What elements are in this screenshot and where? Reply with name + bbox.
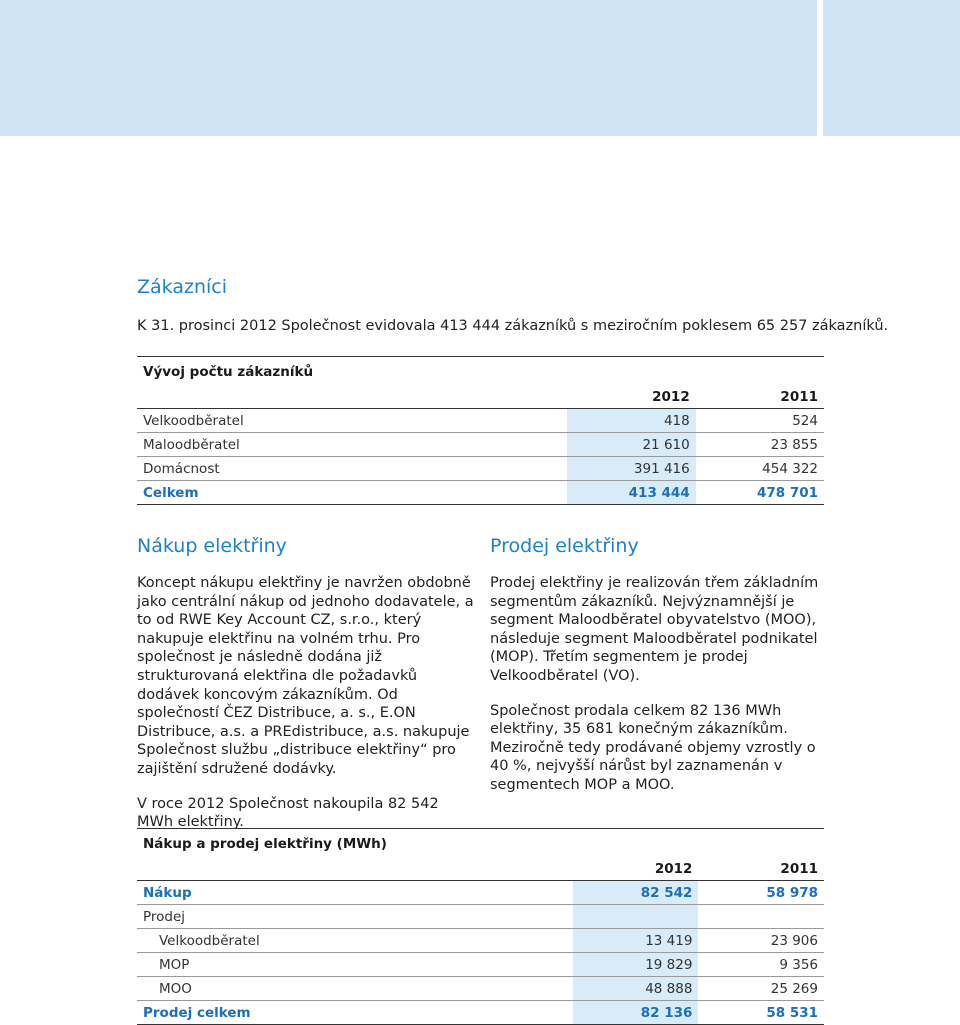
trade-table-caption: Nákup a prodej elektřiny (MWh) [143, 836, 387, 852]
value-2012: 21 610 [567, 433, 695, 457]
customers-table [137, 356, 824, 505]
value-2011: 9 356 [698, 953, 824, 977]
row-label: MOO [137, 977, 573, 1001]
value-2011: 58 531 [698, 1001, 824, 1025]
row-label: Nákup [137, 881, 573, 905]
purchase-text [137, 574, 477, 848]
table-row [137, 977, 824, 1001]
row-label: Velkoodběratel [137, 929, 573, 953]
paragraph: Prodej elektřiny je realizován třem základním segmentům zákazníků. Nejvýznamnější je segment Maloodběratel obyvatelstvo (MOO), následuje segment Maloodběratel podnikatel (MOP). Třetím segmentem je prodej Velkoodběratel (VO). [490, 575, 819, 684]
customers-intro: K 31. prosinci 2012 Společnost evidovala 413 444 zákazníků s meziročním poklesem 65 257 zákazníků. [137, 318, 889, 334]
purchase-row [137, 881, 824, 905]
value-2012: 391 416 [567, 457, 695, 481]
sales-text [490, 574, 830, 811]
value-2011: 23 855 [696, 433, 824, 457]
sales-group-row [137, 905, 824, 929]
year-2012-header: 2012 [573, 857, 699, 881]
year-2011-header: 2011 [696, 385, 824, 409]
trade-table [137, 828, 824, 1025]
row-label: Celkem [137, 481, 567, 505]
value-2011: 454 322 [696, 457, 824, 481]
value-2012: 418 [567, 409, 695, 433]
table-row [137, 433, 824, 457]
purchase-heading: Nákup elektřiny [137, 535, 287, 557]
row-label: Velkoodběratel [137, 409, 567, 433]
value-2012: 48 888 [573, 977, 699, 1001]
header-band-right [823, 0, 960, 136]
row-label: Domácnost [137, 457, 567, 481]
table-row [137, 953, 824, 977]
customers-table-caption: Vývoj počtu zákazníků [143, 364, 314, 380]
year-2012-header: 2012 [567, 385, 695, 409]
value-2012: 82 542 [573, 881, 699, 905]
header-band [0, 0, 817, 136]
paragraph: Společnost prodala celkem 82 136 MWh elektřiny, 35 681 konečným zákazníkům. Meziročně tedy prodávané objemy vzrostly o 40 %, nejvyšší nárůst byl zaznamenán v segmentech MOP a MOO. [490, 702, 816, 793]
value-2011: 58 978 [698, 881, 824, 905]
sales-heading: Prodej elektřiny [490, 535, 639, 557]
value-2011: 25 269 [698, 977, 824, 1001]
table-row [137, 929, 824, 953]
value-2011: 23 906 [698, 929, 824, 953]
row-label: Prodej celkem [137, 1001, 573, 1025]
paragraph: V roce 2012 Společnost nakoupila 82 542 MWh elektřiny. [137, 795, 439, 831]
row-label: MOP [137, 953, 573, 977]
value-2012: 82 136 [573, 1001, 699, 1025]
table-row [137, 457, 824, 481]
total-row [137, 481, 824, 505]
value-2012: 13 419 [573, 929, 699, 953]
year-2011-header: 2011 [698, 857, 824, 881]
table-row [137, 409, 824, 433]
row-label: Prodej [137, 905, 573, 929]
value-2012: 19 829 [573, 953, 699, 977]
paragraph: Koncept nákupu elektřiny je navržen obdobně jako centrální nákup od jednoho dodavatele, a to od RWE Key Account CZ, s.r.o., který nakupuje elektřinu na volném trhu. Pro společnost je následně dodána již strukturovaná elektřina dle požadavků dodávek koncovým zákazníkům. Od společností ČEZ Distribuce, a. s., E.ON Distribuce, a.s. a PREdistribuce, a.s. nakupuje Společnost službu „distribuce elektřiny“ pro zajištění sdružené dodávky. [137, 575, 474, 777]
row-label: Maloodběratel [137, 433, 567, 457]
customers-heading: Zákazníci [137, 276, 227, 298]
value-2012: 413 444 [567, 481, 695, 505]
value-2011: 524 [696, 409, 824, 433]
value-2011: 478 701 [696, 481, 824, 505]
